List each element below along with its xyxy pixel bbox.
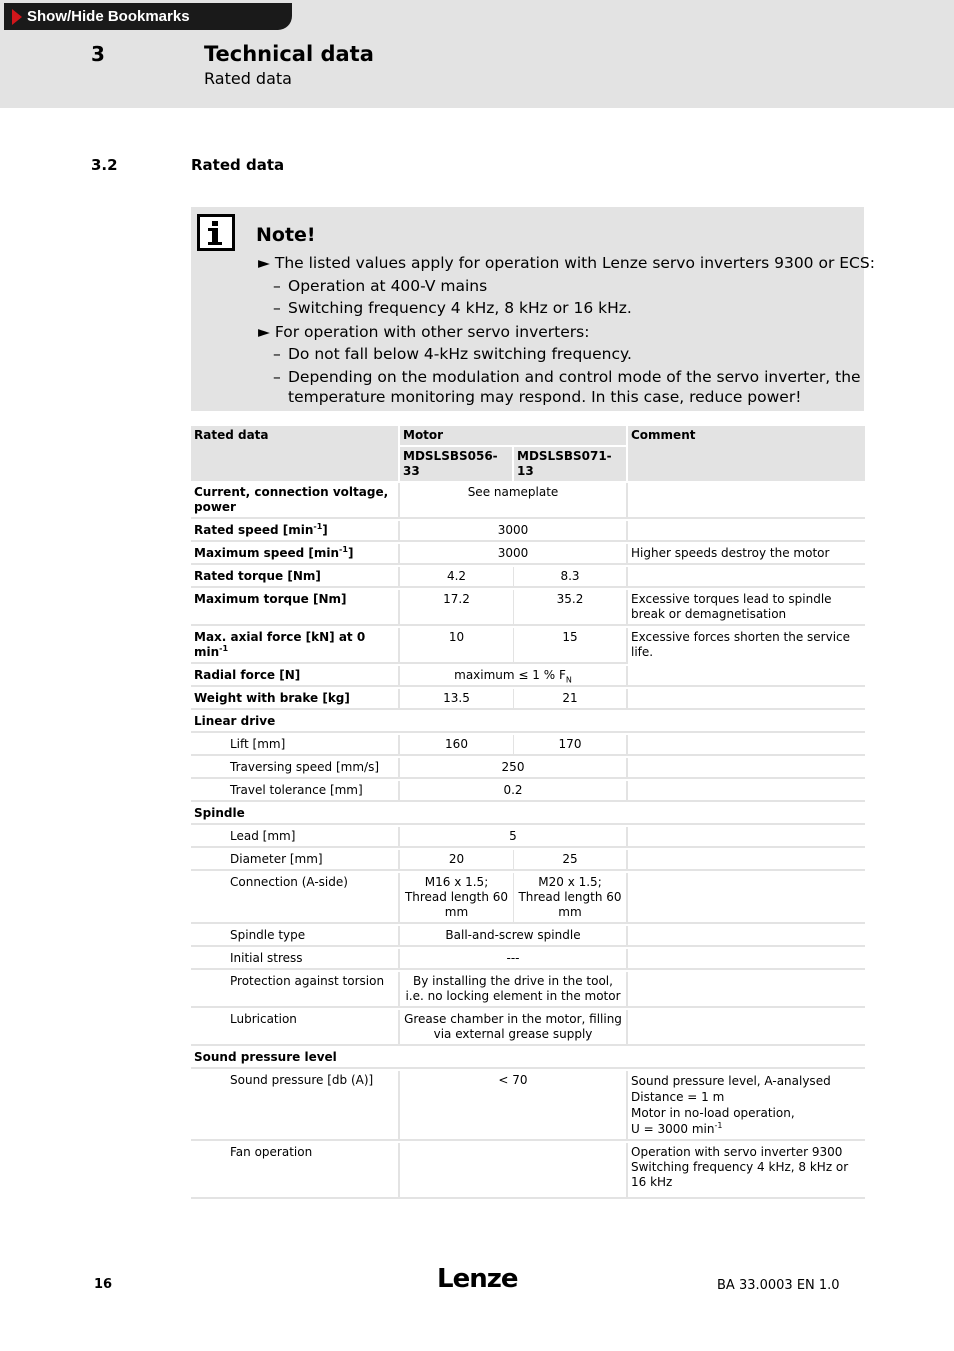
cell-value: See nameplate xyxy=(400,483,628,519)
header-motor2: MDSLSBS071-13 xyxy=(514,447,628,481)
row-label: Protection against torsion xyxy=(191,972,400,1008)
comment-sup: -1 xyxy=(714,1121,723,1130)
row-label: Fan operation xyxy=(191,1143,400,1199)
document-reference: BA 33.0003 EN 1.0 xyxy=(717,1278,840,1293)
cell-comment xyxy=(628,1071,865,1141)
row-label: Lubrication xyxy=(191,1010,400,1046)
comment-line xyxy=(631,1121,862,1137)
row-label: Travel tolerance [mm] xyxy=(191,781,400,802)
table-row xyxy=(191,521,865,542)
cell-value: 250 xyxy=(400,758,628,779)
header-motor: Motor xyxy=(400,426,628,445)
chapter-subtitle: Rated data xyxy=(204,69,292,88)
table-row xyxy=(191,735,865,756)
section-number: 3.2 xyxy=(91,156,118,174)
triangle-right-icon xyxy=(12,9,22,25)
table-row xyxy=(191,1143,865,1199)
comment-line: Switching frequency 4 kHz, 8 kHz or 16 kHz xyxy=(631,1160,849,1189)
group-label: Sound pressure level xyxy=(191,1048,865,1069)
label-text: Maximum speed [min xyxy=(194,546,340,560)
table-row xyxy=(191,781,865,802)
cell-value: 20 xyxy=(400,850,514,871)
row-label: Current, connection voltage, power xyxy=(191,483,400,519)
row-label: Weight with brake [kg] xyxy=(191,689,400,710)
lenze-logo: Lenze xyxy=(437,1264,518,1294)
label-text: Max. axial force [kN] at 0 min xyxy=(194,630,366,659)
cell-value: 15 xyxy=(514,628,628,664)
note-bullet-text: The listed values apply for operation with Lenze servo inverters 9300 or ECS: xyxy=(274,254,875,272)
note-box xyxy=(191,207,875,411)
table-row xyxy=(191,972,865,1008)
label-sup: -1 xyxy=(219,644,229,653)
table-row xyxy=(191,544,865,565)
cell-comment xyxy=(628,521,865,542)
cell-value: 0.2 xyxy=(400,781,628,802)
note-sub-text: Switching frequency 4 kHz, 8 kHz or 16 kHz. xyxy=(288,299,632,317)
table-header-row xyxy=(191,426,865,445)
table-row xyxy=(191,850,865,871)
row-label: Lead [mm] xyxy=(191,827,400,848)
group-label: Linear drive xyxy=(191,712,865,733)
note-sub-text: temperature monitoring may respond. In this case, reduce power! xyxy=(288,388,802,406)
row-label: Initial stress xyxy=(191,949,400,970)
note-sub-text: Do not fall below 4-kHz switching frequency. xyxy=(288,345,632,363)
cell-value: 25 xyxy=(514,850,628,871)
cell-value: 5 xyxy=(400,827,628,848)
row-label xyxy=(191,521,400,542)
header-comment: Comment xyxy=(628,426,865,481)
table-row xyxy=(191,758,865,779)
show-hide-bookmarks-button[interactable] xyxy=(4,3,292,30)
cell-value: 3000 xyxy=(400,521,628,542)
table-row xyxy=(191,827,865,848)
label-sup: -1 xyxy=(313,522,323,531)
chapter-number: 3 xyxy=(91,42,105,66)
info-icon xyxy=(197,214,235,252)
cell-comment xyxy=(628,873,865,924)
cell-comment xyxy=(628,827,865,848)
cell-comment xyxy=(628,735,865,756)
comment-line: Distance = 1 m xyxy=(631,1090,725,1104)
cell-value: 3000 xyxy=(400,544,628,565)
rated-data-table xyxy=(191,424,865,1201)
row-label: Radial force [N] xyxy=(191,666,400,687)
cell-comment xyxy=(628,689,865,710)
cell-value: 35.2 xyxy=(514,590,628,626)
cell-value xyxy=(400,666,628,687)
value-sub: N xyxy=(565,675,572,685)
label-text: Rated speed [min xyxy=(194,523,314,537)
table-row xyxy=(191,567,865,588)
row-label: Connection (A-side) xyxy=(191,873,400,924)
comment-line: Sound pressure level, A-analysed xyxy=(631,1074,831,1088)
cell-comment xyxy=(628,1010,865,1046)
comment-line: Operation with servo inverter 9300 xyxy=(631,1145,843,1159)
row-label: Spindle type xyxy=(191,926,400,947)
table-row xyxy=(191,1071,865,1141)
note-sub-text: Operation at 400-V mains xyxy=(288,277,488,295)
comment-line: Motor in no-load operation, xyxy=(631,1106,795,1120)
table-group-row xyxy=(191,804,865,825)
cell-value: 21 xyxy=(514,689,628,710)
cell-comment xyxy=(628,1143,865,1199)
label-close: ] xyxy=(347,546,354,560)
cell-value: < 70 xyxy=(400,1071,628,1141)
row-label: Maximum torque [Nm] xyxy=(191,590,400,626)
cell-value: M20 x 1.5; Thread length 60 mm xyxy=(514,873,628,924)
table-row xyxy=(191,873,865,924)
cell-comment: Excessive torques lead to spindle break or demagnetisation xyxy=(628,590,865,626)
row-label: Sound pressure [db (A)] xyxy=(191,1071,400,1141)
cell-value xyxy=(400,1143,628,1199)
table-row xyxy=(191,689,865,710)
note-dash: – xyxy=(273,345,281,363)
table-row xyxy=(191,1010,865,1046)
comment-text: U = 3000 min xyxy=(631,1122,715,1136)
header-motor1: MDSLSBS056-33 xyxy=(400,447,514,481)
cell-comment xyxy=(628,483,865,519)
row-label xyxy=(191,544,400,565)
cell-value: 17.2 xyxy=(400,590,514,626)
cell-comment xyxy=(628,972,865,1008)
note-title: Note! xyxy=(256,224,316,246)
row-label: Traversing speed [mm/s] xyxy=(191,758,400,779)
cell-value: 8.3 xyxy=(514,567,628,588)
label-close: ] xyxy=(322,523,328,537)
group-label: Spindle xyxy=(191,804,865,825)
section-title: Rated data xyxy=(191,156,285,174)
cell-value: 160 xyxy=(400,735,514,756)
table-group-row xyxy=(191,1048,865,1069)
cell-value: --- xyxy=(400,949,628,970)
table-row xyxy=(191,926,865,947)
cell-value: Ball-and-screw spindle xyxy=(400,926,628,947)
cell-comment xyxy=(628,567,865,588)
cell-value: By installing the drive in the tool, i.e. no locking element in the motor xyxy=(400,972,628,1008)
cell-value: Grease chamber in the motor, filling via external grease supply xyxy=(400,1010,628,1046)
cell-comment: Excessive forces shorten the service life. xyxy=(628,628,865,687)
cell-comment xyxy=(628,926,865,947)
chapter-title: Technical data xyxy=(204,42,374,66)
cell-value: 13.5 xyxy=(400,689,514,710)
table-row xyxy=(191,949,865,970)
cell-comment xyxy=(628,850,865,871)
row-label: Rated torque [Nm] xyxy=(191,567,400,588)
note-dash: – xyxy=(273,299,281,317)
page-number: 16 xyxy=(94,1277,113,1292)
header-rated: Rated data xyxy=(191,426,400,481)
cell-comment: Higher speeds destroy the motor xyxy=(628,544,865,565)
cell-value: 10 xyxy=(400,628,514,664)
note-bullet: ► For operation with other servo inverters: xyxy=(258,323,590,341)
note-sub-text: Depending on the modulation and control mode of the servo inverter, the xyxy=(288,368,861,386)
note-dash: – xyxy=(273,368,281,386)
cell-comment xyxy=(628,758,865,779)
label-sup: -1 xyxy=(339,545,348,554)
table-row xyxy=(191,483,865,519)
cell-value: 170 xyxy=(514,735,628,756)
cell-comment xyxy=(628,949,865,970)
row-label: Lift [mm] xyxy=(191,735,400,756)
cell-value: M16 x 1.5; Thread length 60 mm xyxy=(400,873,514,924)
cell-value: 4.2 xyxy=(400,567,514,588)
table-row xyxy=(191,628,865,664)
table-row xyxy=(191,590,865,626)
note-bullet-text: For operation with other servo inverters: xyxy=(274,323,590,341)
note-dash: – xyxy=(273,277,281,295)
bookmarks-label: Show/Hide Bookmarks xyxy=(27,8,190,25)
value-text: maximum ≤ 1 % F xyxy=(454,668,566,682)
note-bullet: ► The listed values apply for operation with Lenze servo inverters 9300 or ECS: xyxy=(258,254,875,272)
cell-comment xyxy=(628,781,865,802)
row-label xyxy=(191,628,400,664)
row-label: Diameter [mm] xyxy=(191,850,400,871)
table-group-row xyxy=(191,712,865,733)
